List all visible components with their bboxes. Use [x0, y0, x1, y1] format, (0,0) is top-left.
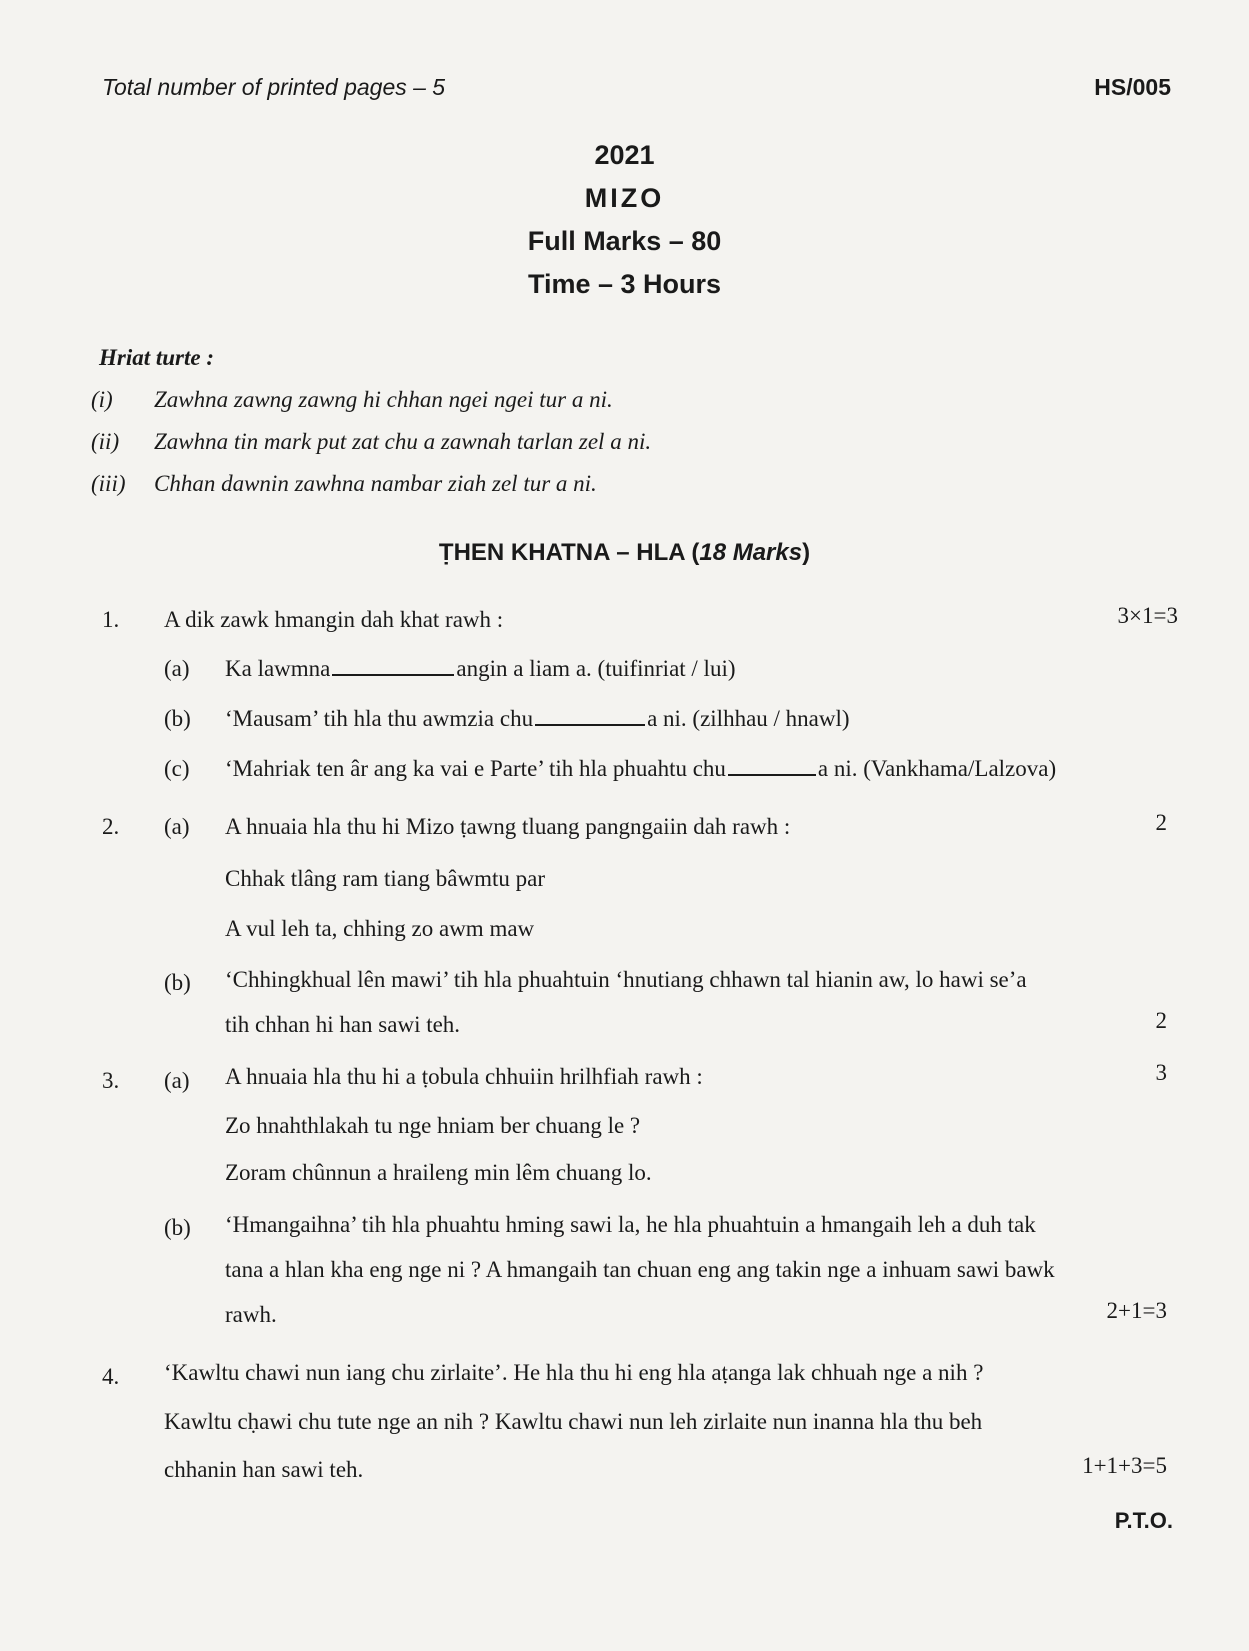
instructions-heading: Hriat turte :: [99, 345, 215, 370]
q4-text-line: chhanin han sawi teh.: [164, 1457, 364, 1482]
q2b-text-line: ‘Chhingkhual lên mawi’ tih hla phuahtuin ‘hnutiang chhawn tal hianin aw, lo hawi se’a: [225, 967, 1027, 992]
q3-number: 3.: [102, 1068, 120, 1093]
q4-marks: 1+1+3=5: [1082, 1453, 1167, 1478]
q3a-label: (a): [164, 1068, 190, 1093]
q1c-text: [225, 756, 1056, 782]
q2b-marks: 2: [1155, 1008, 1167, 1033]
please-turn-over: P.T.O.: [1114, 1508, 1173, 1533]
q1a-label: (a): [164, 656, 190, 681]
q1a-pre: Ka lawmna: [225, 656, 331, 681]
q1c-blank: [728, 773, 816, 776]
instruction-item: [91, 471, 597, 497]
section-close: ): [802, 539, 811, 566]
instruction-number: (ii): [91, 429, 120, 454]
q3b-label: (b): [164, 1215, 191, 1240]
q1b-blank: [535, 723, 645, 726]
q1a-text: [225, 656, 736, 682]
q4-text-line: ‘Kawltu chawi nun iang chu zirlaite’. He hla thu hi eng hla aṭanga lak chhuah nge a nih ?: [164, 1360, 984, 1385]
exam-time: Time – 3 Hours: [527, 269, 722, 299]
instruction-item: [91, 387, 613, 413]
section-marks: 18 Marks: [699, 539, 803, 566]
q3b-text-line: rawh.: [225, 1302, 277, 1327]
q2a-verse-line: A vul leh ta, chhing zo awm maw: [225, 916, 535, 941]
full-marks: Full Marks – 80: [527, 226, 722, 256]
q3a-marks: 3: [1155, 1060, 1167, 1085]
q3a-text: A hnuaia hla thu hi a ṭobula chhuiin hrilhfiah rawh :: [225, 1064, 703, 1089]
q2a-verse-line: Chhak tlâng ram tiang bâwmtu par: [225, 866, 546, 891]
q1c-pre: ‘Mahriak ten âr ang ka vai e Parte’ tih hla phuahtu chu: [225, 756, 726, 781]
instruction-number: (iii): [91, 471, 126, 496]
q1b-pre: ‘Mausam’ tih hla thu awmzia chu: [225, 706, 534, 731]
q1b-label: (b): [164, 706, 191, 731]
exam-subject: MIZO: [584, 183, 665, 213]
q1c-post: a ni. (Vankhama/Lalzova): [817, 756, 1057, 781]
instruction-number: (i): [91, 387, 113, 412]
q2a-label: (a): [164, 814, 190, 839]
q1a-post: angin a liam a. (tuifinriat / lui): [456, 656, 736, 681]
instruction-item: [91, 429, 651, 455]
q2a-text: A hnuaia hla thu hi Mizo ṭawng tluang pangngaiin dah rawh :: [225, 814, 791, 839]
q3b-text-line: ‘Hmangaihna’ tih hla phuahtu hming sawi la, he hla phuahtuin a hmangaih leh a duh tak: [225, 1212, 1036, 1237]
instruction-text: Zawhna tin mark put zat chu a zawnah tarlan zel a ni.: [154, 429, 652, 454]
q1c-label: (c): [164, 756, 190, 781]
q4-number: 4.: [102, 1364, 120, 1389]
q1-marks: 3×1=3: [1117, 603, 1178, 628]
q2-number: 2.: [102, 814, 120, 839]
q1-number: 1.: [102, 607, 120, 632]
q2a-marks: 2: [1155, 810, 1167, 835]
exam-year: 2021: [594, 140, 655, 170]
q4-text-line: Kawltu cḥawi chu tute nge an nih ? Kawltu chawi nun leh zirlaite nun inanna hla thu beh: [164, 1409, 983, 1434]
q3a-verse-line: Zo hnahthlakah tu nge hniam ber chuang le ?: [225, 1113, 641, 1138]
q1-text: A dik zawk hmangin dah khat rawh :: [164, 607, 504, 632]
q3b-text-line: tana a hlan kha eng nge ni ? A hmangaih tan chuan eng ang takin nge a inhuam sawi bawk: [225, 1257, 1055, 1282]
printed-pages-note: Total number of printed pages – 5: [102, 74, 446, 100]
q1b-post: a ni. (zilhhau / hnawl): [647, 706, 850, 731]
section-heading: [0, 539, 1249, 567]
section-title: ṬHEN KHATNA – HLA (: [438, 539, 700, 566]
q3a-verse-line: Zoram chûnnun a hraileng min lêm chuang lo.: [225, 1160, 652, 1185]
instruction-text: Chhan dawnin zawhna nambar ziah zel tur a ni.: [154, 471, 597, 496]
q1b-text: [225, 706, 850, 732]
q1a-blank: [332, 673, 454, 676]
q2b-label: (b): [164, 970, 191, 995]
q2b-text-line: tih chhan hi han sawi teh.: [225, 1012, 461, 1037]
instruction-text: Zawhna zawng zawng hi chhan ngei ngei tur a ni.: [154, 387, 613, 412]
paper-code: HS/005: [1094, 74, 1171, 100]
q3b-marks: 2+1=3: [1106, 1298, 1167, 1323]
